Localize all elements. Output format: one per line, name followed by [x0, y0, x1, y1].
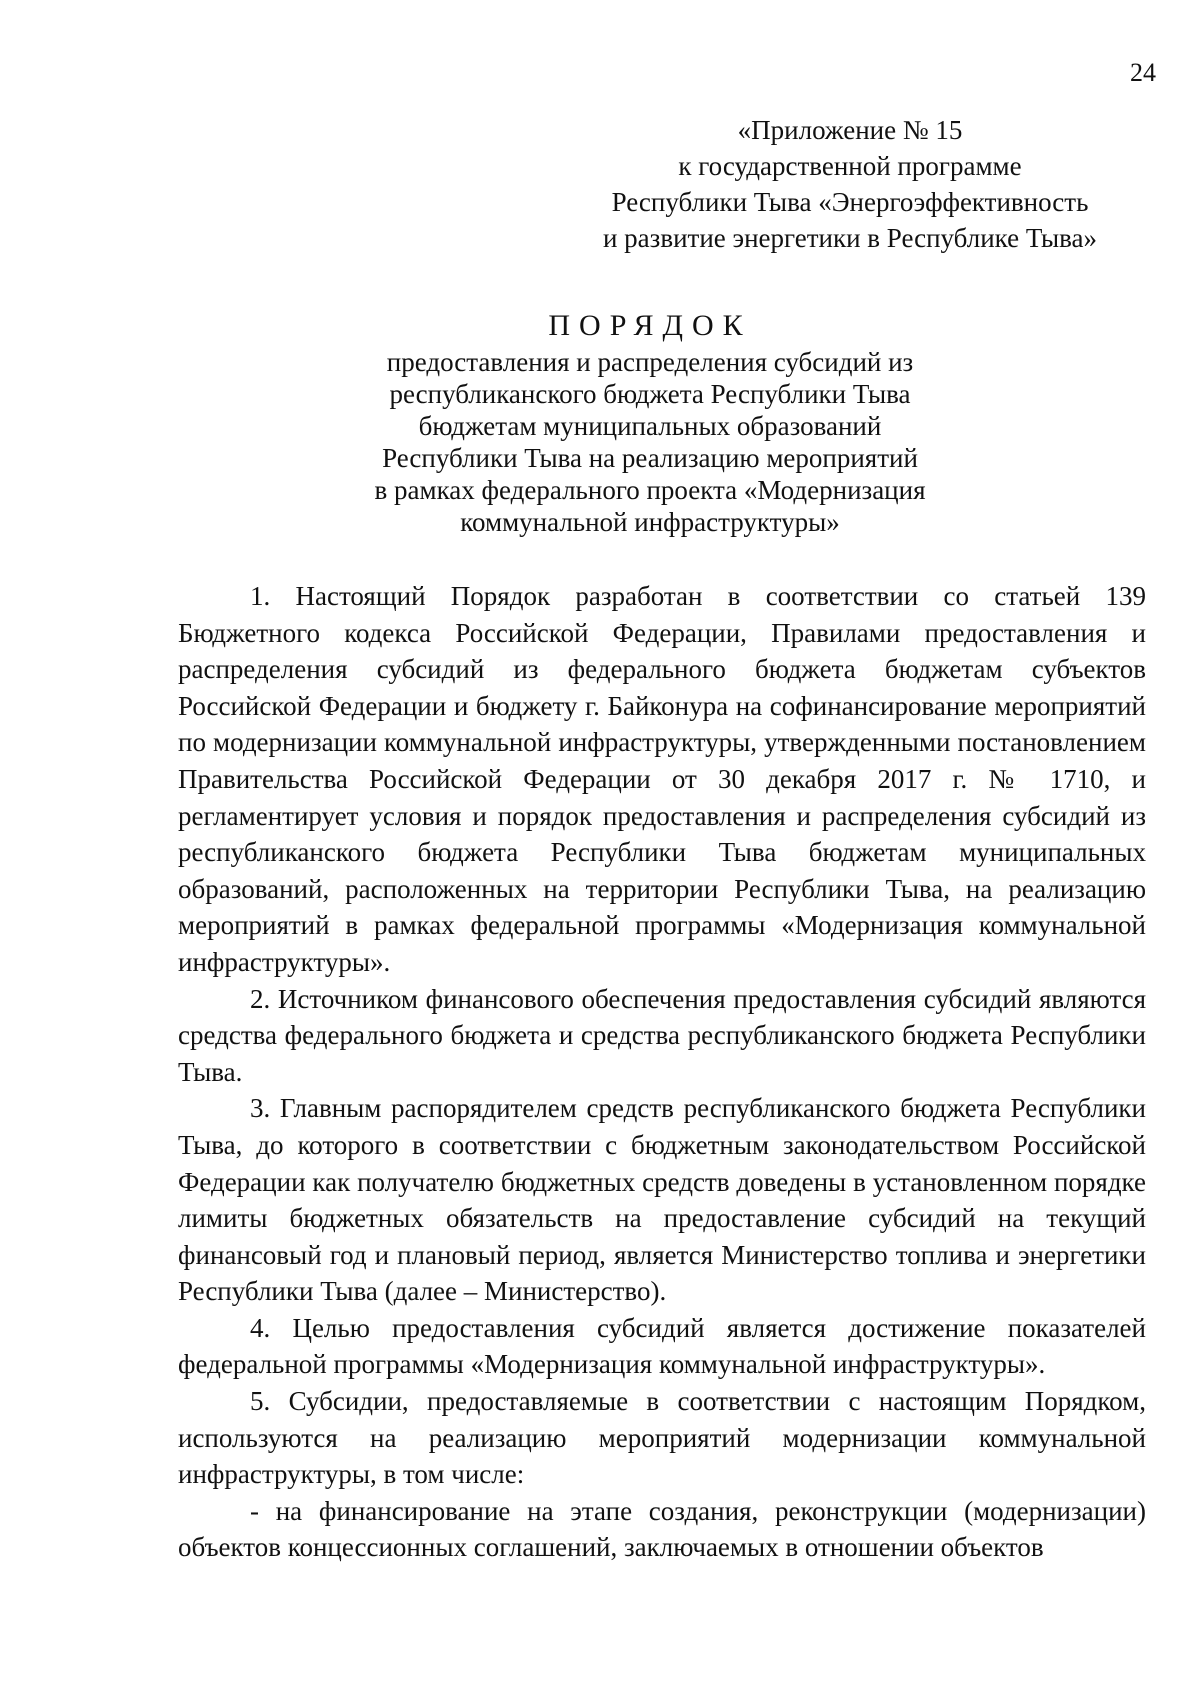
subtitle-line: республиканского бюджета Республики Тыва	[389, 379, 911, 409]
appendix-line: и развитие энергетики в Республике Тыва»	[602, 223, 1098, 253]
subtitle-line: предоставления и распределения субсидий из	[386, 347, 914, 377]
subtitle-line: бюджетам муниципальных образований	[418, 411, 882, 441]
appendix-header	[560, 112, 1140, 256]
subtitle-line: коммунальной инфраструктуры»	[460, 507, 840, 537]
paragraph-2: 2. Источником финансового обеспечения предоставления субсидий являются средства федерального бюджета и средства республиканского бюджета Республики Тыва.	[178, 983, 1146, 1087]
appendix-line: Республики Тыва «Энергоэффективность	[611, 187, 1089, 217]
appendix-line: «Приложение № 15	[737, 115, 963, 145]
document-title: ПОРЯДОК	[548, 309, 752, 342]
page-number: 24	[1130, 58, 1156, 87]
subtitle-line: Республики Тыва на реализацию мероприятий	[382, 443, 918, 473]
subtitle-line: в рамках федерального проекта «Модернизация	[374, 475, 926, 505]
appendix-line: к государственной программе	[678, 151, 1022, 181]
document-subtitle	[300, 346, 1000, 538]
paragraph-6: - на финансирование на этапе создания, реконструкции (модернизации) объектов концессионных соглашений, заключаемых в отношении объектов	[178, 1495, 1146, 1563]
paragraph-4: 4. Целью предоставления субсидий является достижение показателей федеральной программы «Модернизация коммунальной инфраструктуры».	[178, 1312, 1146, 1380]
paragraph-3: 3. Главным распорядителем средств республиканского бюджета Республики Тыва, до которого в соответствии с бюджетным законодательством Российской Федерации как получателю бюджетных средств доведены в установленном порядке лимиты бюджетных обязательств на предоставление субсидий на текущий финансовый год и плановый период, является Министерство топлива и энергетики Республики Тыва (далее – Министерство).	[178, 1093, 1146, 1307]
paragraph-5: 5. Субсидии, предоставляемые в соответствии с настоящим Порядком, используются на реализацию мероприятий модернизации коммунальной инфраструктуры, в том числе:	[178, 1386, 1146, 1490]
paragraph-1: 1. Настоящий Порядок разработан в соответствии со статьей 139 Бюджетного кодекса Российской Федерации, Правилами предоставления и распределения субсидий из федерального бюджета бюджетам субъектов Российской Федерации и бюджету г. Байконура на софинансирование мероприятий по модернизации коммунальной инфраструктуры, утвержденными постановлением Правительства Российской Федерации от 30 декабря 2017 г. № 1710, и регламентирует условия и порядок предоставления и распределения субсидий из республиканского бюджета Республики Тыва бюджетам муниципальных образований, расположенных на территории Республики Тыва, на реализацию мероприятий в рамках федеральной программы «Модернизация коммунальной инфраструктуры».	[178, 581, 1146, 977]
document-body	[178, 578, 1146, 1566]
